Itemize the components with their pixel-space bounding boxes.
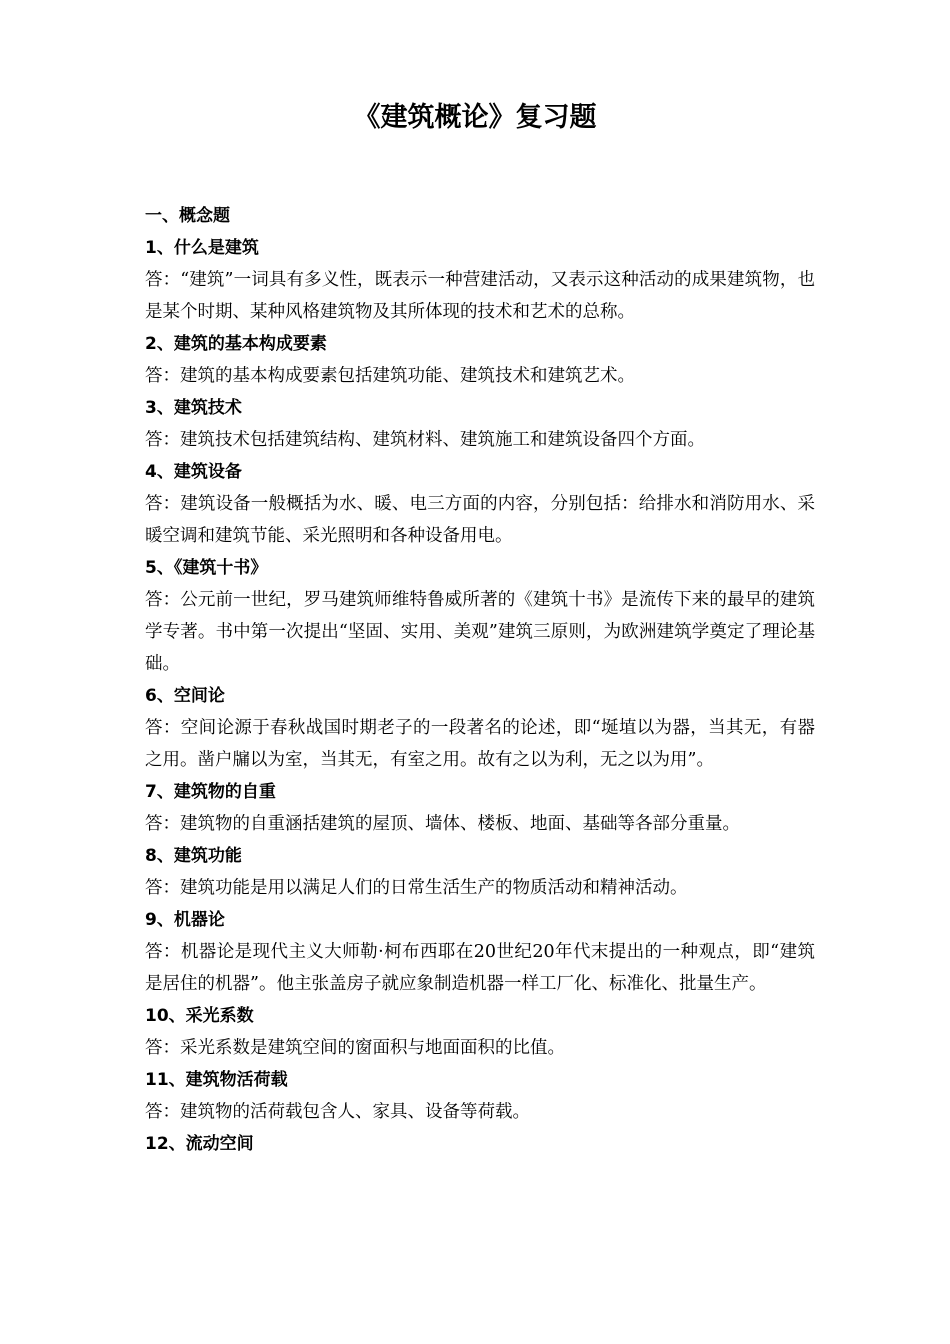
question-answer: 答：“建筑”一词具有多义性，既表示一种营建活动，又表示这种活动的成果建筑物，也是某个时期、某种风格建筑物及其所体现的技术和艺术的总称。 xyxy=(145,270,815,322)
question-answer: 答：建筑功能是用以满足人们的日常生活生产的物质活动和精神活动。 xyxy=(145,878,688,898)
question-answer: 答：采光系数是建筑空间的窗面积与地面面积的比值。 xyxy=(145,1038,565,1058)
document-body xyxy=(145,200,815,1160)
question-answer: 答：建筑物的自重涵括建筑的屋顶、墙体、楼板、地面、基础等各部分重量。 xyxy=(145,814,740,834)
question-item xyxy=(145,456,815,552)
question-item xyxy=(145,232,815,328)
question-title: 10、采光系数 xyxy=(145,1006,254,1026)
question-answer: 答：公元前一世纪，罗马建筑师维特鲁威所著的《建筑十书》是流传下来的最早的建筑学专著。书中第一次提出“坚固、实用、美观”建筑三原则，为欧洲建筑学奠定了理论基础。 xyxy=(145,590,815,674)
question-answer: 答：建筑设备一般概括为水、暖、电三方面的内容，分别包括：给排水和消防用水、采暖空调和建筑节能、采光照明和各种设备用电。 xyxy=(145,494,815,546)
question-title: 9、机器论 xyxy=(145,910,225,930)
question-item xyxy=(145,552,815,680)
question-title: 3、建筑技术 xyxy=(145,398,242,418)
document-title: 《建筑概论》复习题 xyxy=(353,102,597,133)
question-title: 7、建筑物的自重 xyxy=(145,782,276,802)
question-title: 2、建筑的基本构成要素 xyxy=(145,334,327,354)
question-title: 11、建筑物活荷载 xyxy=(145,1070,288,1090)
question-item xyxy=(145,1064,815,1128)
section-heading: 一、概念题 xyxy=(145,206,230,226)
question-title: 6、空间论 xyxy=(145,686,225,706)
question-answer: 答：建筑技术包括建筑结构、建筑材料、建筑施工和建筑设备四个方面。 xyxy=(145,430,705,450)
question-item xyxy=(145,840,815,904)
question-title: 5、《建筑十书》 xyxy=(145,558,268,578)
question-item xyxy=(145,328,815,392)
question-item xyxy=(145,776,815,840)
question-answer: 答：机器论是现代主义大师勒·柯布西耶在20世纪20年代末提出的一种观点，即“建筑是居住的机器”。他主张盖房子就应象制造机器一样工厂化、标准化、批量生产。 xyxy=(145,942,815,994)
question-title: 4、建筑设备 xyxy=(145,462,242,482)
question-title: 1、什么是建筑 xyxy=(145,238,259,258)
question-answer: 答：建筑物的活荷载包含人、家具、设备等荷载。 xyxy=(145,1102,530,1122)
question-title: 8、建筑功能 xyxy=(145,846,242,866)
question-item xyxy=(145,904,815,1000)
question-item xyxy=(145,1000,815,1064)
question-item xyxy=(145,392,815,456)
question-answer: 答：空间论源于春秋战国时期老子的一段著名的论述，即“埏埴以为器，当其无，有器之用。凿户牖以为室，当其无，有室之用。故有之以为利，无之以为用”。 xyxy=(145,718,815,770)
question-answer: 答：建筑的基本构成要素包括建筑功能、建筑技术和建筑艺术。 xyxy=(145,366,635,386)
question-title: 12、流动空间 xyxy=(145,1134,254,1154)
question-item xyxy=(145,680,815,776)
question-item xyxy=(145,1128,815,1160)
